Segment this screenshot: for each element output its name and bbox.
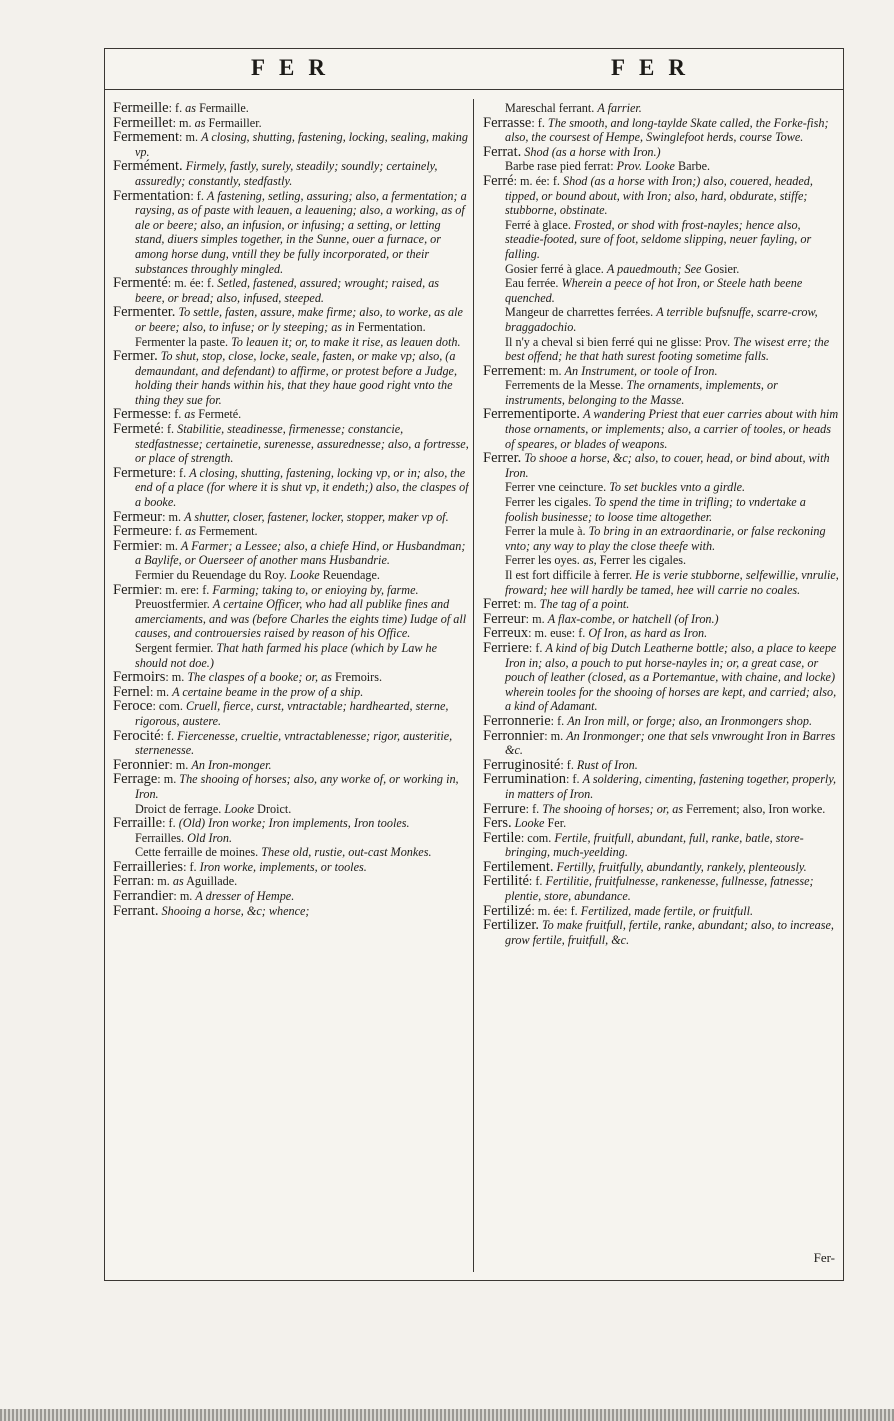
sub-entry [483,305,839,334]
sub-entry [113,597,469,641]
definition: Fertile, fruitfull, abundant, full, ranke, batle, store-bringing, much-yeelding. [505,830,804,860]
cross-reference: Aguillade. [183,874,238,889]
definition: A fastening, setling, assuring; also, a fermentation; a raysing, as of paste with leauen, a leauening; also, a working, as of ale or beere; also, an infusion, or infusing; a setting, or letting stand, diuers simples together, in the Sunne, ouer a furnace, or among horse dung, vntill they be fully incorporated, or their substances throughly mingled. [135,188,467,276]
headword: Fermeille [113,101,169,116]
definition: A soldering, cimenting, fastening together, properly, in matters of Iron. [505,772,837,801]
running-head-right: FER [611,55,699,80]
grammar-label: : f. [172,465,187,480]
headword: Ferrumination [483,771,566,788]
sub-entry [483,218,839,262]
definition: Fertilitie, fruitfulnesse, rankenesse, fullnesse, fatnesse; plentie, store, abundance. [505,874,814,904]
dictionary-entry [483,772,839,801]
dictionary-entry [113,510,469,525]
sub-entry [483,262,839,277]
sub-entry [483,378,839,407]
dictionary-entry [113,422,469,466]
column-divider [473,99,474,1272]
sub-entry [483,480,839,495]
dictionary-entry [483,904,839,919]
definition: To shut, stop, close, locke, seale, fasten, or make vp; also, (a demaundant, and defendant) to affirme, or protest before a Judge, holding their hands within his, that they haue good right vnto the thing they sue for. [135,349,458,407]
definition: The shooing of horses; or, as [542,801,684,816]
headword: Fermier [113,537,159,554]
definition: as [185,101,197,115]
headword: Fermeur [113,508,163,525]
cross-reference: Fermement. [196,524,258,539]
dictionary-entry [483,626,839,641]
grammar-label: : m. ere: f. [158,582,210,597]
subheading: Ferrailles. [135,830,185,845]
sub-entry [483,495,839,524]
definition: Firmely, fastly, surely, steadily; soundly; certainely, assuredly; constantly, stedfastly. [135,159,438,188]
headword: Ferré [483,172,514,189]
definition: A Farmer; a Lessee; also, a chiefe Hind, or Husbandman; a Baylife, or Ouerseer of another mans Husbandrie. [135,538,466,568]
headword: Ferruginosité [483,756,561,773]
definition: To spend the time in trifling; to vndertake a foolish businesse; to loose time altogether. [505,495,806,524]
cross-reference: Reuendage. [319,568,380,582]
dictionary-entry [483,802,839,817]
dictionary-page [104,48,844,1281]
cross-reference: Ferrement; also, Iron worke. [683,801,826,816]
headword: Fertilizé [483,902,532,919]
definition: He is verie stubborne, selfewillie, vnrulie, froward; hee will hardly be tamed, hee will carrie no coales. [505,568,839,597]
headword: Ferrasse [483,114,532,131]
grammar-label: : m. [162,509,182,524]
subheading: Ferrer les oyes. [505,553,580,568]
headword: Ferret [483,596,518,613]
grammar-label: : f. [531,115,545,130]
headword: Ferrure [483,800,526,817]
definition: A farrier. [597,101,642,115]
grammar-label: : m. [150,684,170,699]
dictionary-entry [113,772,469,801]
dictionary-entry [113,539,469,568]
definition: Fertilized, made fertile, or fruitfull. [580,903,754,918]
dictionary-entry [113,699,469,728]
headword: Fermesse [113,406,168,423]
cross-reference: Ferrer les cigales. [596,553,687,568]
dictionary-entry [113,466,469,510]
definition: Old Iron. [187,830,233,845]
dictionary-entry [113,349,469,407]
definition: Looke [514,816,545,831]
grammar-label: : f. [160,728,175,743]
grammar-label: : m. [150,874,170,889]
grammar-label: : m. [157,772,177,787]
subheading: Droict de ferrage. [135,801,222,816]
definition: as [185,524,196,539]
definition: A shutter, closer, fastener, locker, stopper, maker vp of. [184,509,449,524]
definition: Setled, fastened, assured; wrought; raised, as beere, or bread; also, infused, steeped. [135,276,440,305]
dictionary-entry [113,159,469,188]
subheading: Fermenter la paste. [135,334,229,349]
dictionary-entry [113,101,469,116]
dictionary-entry [483,612,839,627]
definition: Fertilly, fruitfully, abundantly, rankely, plenteously. [556,859,807,874]
grammar-label: : f. [162,816,176,831]
cross-reference: Fer. [544,816,567,831]
sub-entry [113,845,469,860]
dictionary-entry [113,116,469,131]
dictionary-entry [113,583,469,598]
definition: Shooing a horse, &c; whence; [161,903,310,918]
dictionary-entry [113,874,469,889]
sub-entry [113,802,469,817]
definition: Prov. Looke [616,159,675,174]
subheading: Ferrements de la Messe. [505,378,624,393]
dictionary-entry [483,758,839,773]
dictionary-entry [113,889,469,904]
headword: Fers. [483,815,512,832]
headword: Ferrailleries [113,858,184,875]
headword: Feroce [113,698,153,715]
definition: A certaine Officer, who had all publike fines and amerciaments, and was (before Charles the eights time) Iudge of all causes, and controuersies raised by reason of his Office. [135,597,467,641]
dictionary-entry [483,641,839,714]
catchword: Fer- [813,1250,835,1265]
definition: Shod (as a horse with Iron.) [524,144,661,159]
definition: A dresser of Hempe. [195,889,295,904]
grammar-label: : com. [520,830,552,845]
sub-entry [113,641,469,670]
definition: Looke [224,801,255,816]
sub-entry [113,335,469,350]
definition: These old, rustie, out-cast Monkes. [261,845,432,860]
definition: Frosted, or shod with frost-nayles; hence also, steadie-footed, sure of foot, seldome slipping, neuer fayling, or falling. [505,217,812,261]
grammar-label: : m. [158,538,178,553]
scan-edge [0,1409,894,1421]
headword: Ferriere [483,639,529,656]
definition: The smooth, and long-taylde Skate called, the Forke-fish; also, the coursest of Hempe, Swinglefoot herds, course Towe. [505,115,829,145]
grammar-label: : f. [168,101,183,115]
subheading: Ferrer les cigales. [505,495,592,510]
grammar-label: : m. ée: f. [167,276,215,291]
headword: Ferrement [483,362,543,379]
headword: Ferreux [483,625,529,642]
grammar-label: : f. [565,772,580,787]
grammar-label: : f. [525,801,540,816]
definition: A pauedmouth; See [606,261,702,276]
grammar-label: : m. [165,670,185,685]
headword: Fermoirs [113,669,166,686]
definition: An Iron-monger. [191,757,272,772]
dictionary-entry [113,276,469,305]
definition: as, [582,553,597,568]
dictionary-entry [483,816,839,831]
grammar-label: : f. [183,859,197,874]
definition: A closing, shutting, fastening, locking vp, or in; also, the end of a place (for where it is shut vp, it endeth;) also, the claspes of a booke. [135,465,469,510]
headword: Fermeillet [113,114,173,131]
definition: A wandering Priest that euer carries about with him those ornaments, or implements; also, a carrier of tooles, or heads of speares, or blades of weapons. [505,407,839,451]
definition: as [184,407,196,422]
headword: Ferran [113,873,151,890]
sub-entry [483,101,839,116]
grammar-label: : m. ée: f. [531,903,578,918]
definition: Wherein a peece of hot Iron, or Steele hath beene quenched. [505,276,803,305]
subheading: Gosier ferré à glace. [505,261,604,276]
dictionary-entry [113,130,469,159]
headword: Ferrant. [113,902,159,919]
dictionary-entry [113,407,469,422]
headword: Fermément. [113,158,183,175]
dictionary-entry [483,918,839,947]
definition: Stabilitie, steadinesse, firmenesse; constancie, stedfastnesse; certainetie, surenesse, assurednesse; also, a fortresse, or place of strength. [135,422,469,466]
grammar-label: : com. [152,699,183,714]
running-head-left: FER [251,55,339,80]
grammar-label: : f. [528,874,543,889]
subheading: Preuostfermier. [135,597,210,612]
definition: Of Iron, as hard as Iron. [588,626,708,641]
grammar-label: : f. [550,713,565,728]
grammar-label: : m. [525,611,545,626]
subheading: Cette ferraille de moines. [135,845,259,860]
sub-entry [483,568,839,597]
definition: A flax-combe, or hatchell (of Iron.) [547,611,719,626]
headword: Fermeté [113,421,161,438]
definition: (Old) Iron worke; Iron implements, Iron tooles. [178,816,410,831]
sub-entry [483,524,839,553]
headword: Fertile [483,829,521,846]
sub-entry [483,159,839,174]
headword: Feronnier [113,756,170,773]
definition: The shooing of horses; also, any worke of, or working in, Iron. [135,772,459,801]
dictionary-entry [113,729,469,758]
subheading: Barbe rase pied ferrat: [505,159,614,174]
headword: Ferrer. [483,450,522,467]
dictionary-entry [483,116,839,145]
definition: An Iron mill, or forge; also, an Ironmongers shop. [567,713,812,728]
definition: An Ironmonger; one that sels vnwrought Iron in Barres &c. [505,728,836,758]
definition: To make fruitfull, fertile, ranke, abundant; also, to increase, grow fertile, fruitfull, &c. [505,918,834,947]
dictionary-entry [483,860,839,875]
headword: Fermeure [113,523,169,540]
definition: Farming; taking to, or enioying by, farme. [212,582,419,597]
headword: Fermeture [113,464,173,481]
dictionary-entry [483,145,839,160]
cross-reference: Droict. [254,801,292,816]
subheading: Ferrer vne ceincture. [505,480,607,495]
sub-entry [483,335,839,364]
subheading: Mangeur de charrettes ferrées. [505,305,654,320]
definition: A kind of big Dutch Leatherne bottle; also, a place to keepe Iron in; also, a pouch to put horse-nayles in; or, a great case, or pouch of leather (closed, as a Portemantue, with chaine, and locke) wherein tooles for the shooing of horses are kept, and carried; also, a kind of Adamant. [505,640,837,714]
dictionary-entry [113,305,469,334]
grammar-label: : f. [528,640,543,655]
grammar-label: : m. [173,889,193,904]
grammar-label: : f. [560,757,574,772]
cross-reference: Gosier. [701,261,740,276]
headword: Fermenté [113,275,168,292]
sub-entry [483,553,839,568]
subheading: Fermier du Reuendage du Roy. [135,568,287,582]
sub-entry [483,276,839,305]
grammar-label: : f. [160,422,175,437]
definition: To settle, fasten, assure, make firme; also, to worke, as ale or beere; also, to infuse; or ly steeping; as in [135,305,463,334]
grammar-label: : f. [168,524,183,539]
subheading: Ferré à glace. [505,217,571,232]
headword: Ferrat. [483,143,522,160]
dictionary-entry [483,874,839,903]
subheading: Ferrer la mule à. [505,524,586,539]
headword: Ferrementiporte. [483,406,581,423]
left-column [113,101,469,918]
definition: The wisest erre; the best offend; he that hath surest footing sometime falls. [505,334,830,364]
dictionary-entry [483,714,839,729]
cross-reference: Fermeté. [195,407,242,422]
definition: A closing, shutting, fastening, locking, sealing, making vp. [135,130,468,159]
grammar-label: : m. [169,757,189,772]
headword: Fermenter. [113,304,176,321]
definition: The claspes of a booke; or, as [187,670,332,685]
dictionary-entry [113,758,469,773]
subheading: Eau ferrée. [505,276,559,291]
headword: Ferrandier [113,888,174,905]
headword: Fermement [113,129,180,146]
dictionary-entry [113,189,469,277]
definition: Iron worke, implements, or tooles. [199,859,367,874]
definition: Cruell, fierce, curst, vntractable; hardhearted, sterne, rigorous, austere. [135,699,449,728]
grammar-label: : m. [172,115,192,130]
dictionary-entry [113,816,469,831]
subheading: Il n'y a cheval si bien ferré qui ne glisse: Prov. [505,334,731,349]
headword: Fertilement. [483,858,554,875]
definition: A terrible bufsnuffe, scarre-crow, braggadochio. [505,305,818,334]
dictionary-entry [113,860,469,875]
definition: Looke [289,568,320,582]
definition: To leauen it; or, to make it rise, as leauen doth. [231,334,461,349]
definition: as [172,874,184,889]
dictionary-entry [483,831,839,860]
cross-reference: Fermentation. [354,319,426,334]
subheading: Il est fort difficile à ferrer. [505,568,633,582]
definition: That hath farmed his place (which by Law he should not doe.) [135,640,438,670]
dictionary-entry [113,670,469,685]
dictionary-entry [483,729,839,758]
definition: Shod (as a horse with Iron;) also, couered, headed, tipped, or bound about, with Iron; also, hard, obdurate, stiffe; stubborne, obstinate. [505,173,813,218]
cross-reference: Fremoirs. [331,670,383,685]
definition: A certaine beame in the prow of a ship. [172,684,364,699]
definition: Fiercenesse, crueltie, vntractablenesse; rigor, austeritie, sternenesse. [135,728,453,758]
cross-reference: Fermailler. [205,115,262,130]
grammar-label: : m. [517,597,537,612]
dictionary-entry [113,904,469,919]
definition: Rust of Iron. [576,757,638,772]
definition: The ornaments, implements, or instruments, belonging to the Masse. [505,378,778,407]
headword: Fertilizer. [483,917,539,934]
grammar-label: : m. ée: f. [513,173,560,188]
dictionary-entry [483,597,839,612]
headword: Ferrage [113,771,158,788]
grammar-label: : m. euse: f. [528,626,586,641]
dictionary-entry [113,524,469,539]
grammar-label: : m. [179,130,199,145]
grammar-label: : m. [542,363,562,378]
definition: To shooe a horse, &c; also, to couer, head, or bind about, with Iron. [505,451,830,480]
headword: Ferronnerie [483,712,551,729]
headword: Fermier [113,581,159,598]
headword: Fernel [113,683,151,700]
dictionary-entry [483,407,839,451]
dictionary-entry [483,174,839,218]
definition: To bring in an extraordinarie, or false reckoning vnto; any way to play the close theefe with. [505,524,826,553]
headword: Fermer. [113,348,158,365]
headword: Ferronnier [483,727,545,744]
headword: Ferraille [113,815,163,832]
subheading: Sergent fermier. [135,640,214,655]
sub-entry [113,568,469,583]
headword: Fermentation [113,187,191,204]
grammar-label: : f. [167,407,182,422]
definition: as [194,115,206,130]
grammar-label: : f. [190,188,204,203]
subheading: Mareschal ferrant. [505,101,595,115]
cross-reference: Fermaille. [196,101,249,115]
right-column [483,101,839,947]
definition: An Instrument, or toole of Iron. [564,363,718,378]
headword: Ferreur [483,610,526,627]
dictionary-entry [483,451,839,480]
headword: Fertilité [483,873,529,890]
grammar-label: : m. [544,728,564,743]
sub-entry [113,831,469,846]
definition: To set buckles vnto a girdle. [609,480,746,495]
headword: Ferocité [113,727,161,744]
header-rule [105,89,843,90]
cross-reference: Barbe. [674,159,711,174]
definition: The tag of a point. [539,597,630,612]
dictionary-entry [483,364,839,379]
dictionary-entry [113,685,469,700]
